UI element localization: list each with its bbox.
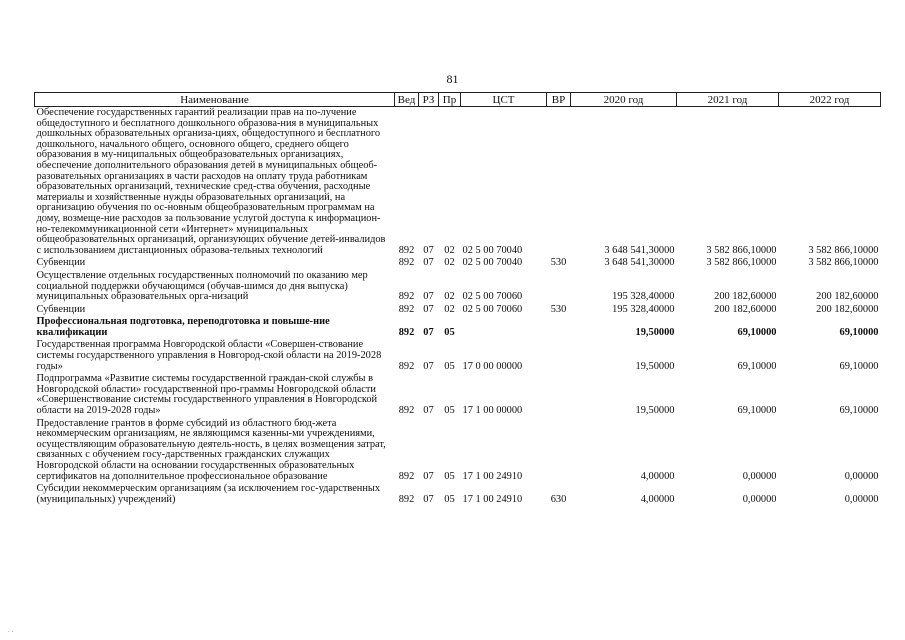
row-vr [547, 107, 571, 258]
row-pr: 05 [444, 493, 455, 505]
row-2020: 19,50000 [635, 360, 675, 372]
row-2022: 0,00000 [844, 470, 879, 482]
header-cst: ЦСТ [461, 93, 547, 107]
row-cst: 17 1 00 00000 [462, 405, 523, 417]
row-2021: 3 582 866,10000 [706, 244, 777, 256]
table-row [35, 483, 881, 506]
row-rz: 07 [423, 291, 434, 303]
row-2020: 19,50000 [635, 326, 675, 338]
table-row [35, 339, 881, 373]
row-vr [547, 270, 571, 304]
row-2020: 4,00000 [640, 470, 675, 482]
row-2021: 0,00000 [742, 493, 777, 505]
header-ved: Вед [395, 93, 419, 107]
row-2021: 69,10000 [737, 405, 777, 417]
row-name: Субсидии некоммерческим организациям (за исключением гос-ударственных (муниципальных) учреждений) [36, 483, 381, 505]
row-pr: 05 [444, 326, 455, 338]
row-2022: 69,10000 [839, 360, 879, 372]
row-cst: 02 5 00 70060 [462, 291, 523, 303]
row-2020: 4,00000 [640, 493, 675, 505]
row-vr: 530 [550, 303, 567, 315]
row-ved: 892 [398, 244, 415, 256]
row-vr: 630 [550, 493, 567, 505]
row-vr [547, 316, 571, 339]
row-name: Субвенции [36, 257, 86, 269]
header-pr: Пр [439, 93, 461, 107]
row-2021: 200 182,60000 [714, 291, 777, 303]
table-row [35, 107, 881, 258]
row-ved: 892 [398, 360, 415, 372]
row-vr [547, 373, 571, 417]
row-name: Обеспечение государственных гарантий реализации прав на по-лучение общедоступного и бесплатного дошкольного образова-ния в муниципальных дошкольных образовательных организа-циях, общедоступного и бесплатного дошкольного, начального общего, основного общего, среднего общего образования в му-ниципальных общеобразовательных организациях, обеспечение дополнительного образования детей в муниципальных общеоб-разовательных организациях в части расходов на оплату труда работникам образовательных организаций, технические сред-ства обучения, расходные материалы и хозяйственные нужды образовательных организаций, на организацию обучения по ос-новным общеобразовательным программам на дому, возмеще-ние расходов за пользование услугой доступа к информацион-но-телекоммуникационной сети «Интернет» муниципальных общеобразовательных организаций, организующих обучение детей-инвалидов с использованием дистанционных образова-тельных технологий [36, 107, 386, 256]
row-pr: 02 [444, 244, 455, 256]
table-row [35, 304, 881, 317]
header-vr: ВР [547, 93, 571, 107]
row-vr [547, 418, 571, 484]
row-ved: 892 [398, 405, 415, 417]
table-row [35, 373, 881, 417]
row-cst: 02 5 00 70060 [462, 303, 523, 315]
header-2022: 2022 год [779, 93, 881, 107]
row-2020: 195 328,40000 [612, 291, 675, 303]
row-cst: 02 5 00 70040 [462, 257, 523, 269]
row-2020: 3 648 541,30000 [604, 257, 675, 269]
row-2020: 195 328,40000 [612, 303, 675, 315]
header-rz: РЗ [419, 93, 439, 107]
row-rz: 07 [423, 326, 434, 338]
row-name: Предоставление грантов в форме субсидий из областного бюд-жета некоммерческим организациям, не являющимся казенны-ми учреждениями, осуществляющим образовательную деятель-ность, в целях возмещения затрат, связанных с обучением госу-дарственных гражданских служащих Новгородской области на основании государственных образовательных сертификатов на дополнительное профессиональное образование [36, 417, 386, 482]
table-row [35, 270, 881, 304]
row-rz: 07 [423, 493, 434, 505]
row-rz: 07 [423, 257, 434, 269]
budget-table [34, 92, 881, 506]
row-rz: 07 [423, 405, 434, 417]
row-name: Осуществление отдельных государственных полномочий по оказанию мер социальной поддержки обучающимся (обучав-шимся до дня выпуска) муниципальных образовательных орга-низаций [36, 269, 368, 303]
table-row [35, 316, 881, 339]
row-2021: 0,00000 [742, 470, 777, 482]
scan-mark: . . [8, 626, 14, 634]
row-ved: 892 [398, 257, 415, 269]
row-cst: 17 1 00 24910 [462, 493, 523, 505]
row-rz: 07 [423, 360, 434, 372]
row-cst: 17 0 00 00000 [462, 360, 523, 372]
row-rz: 07 [423, 470, 434, 482]
row-vr: 530 [550, 257, 567, 269]
row-ved: 892 [398, 470, 415, 482]
row-name: Подпрограмма «Развитие системы государственной граждан-ской службы в Новгородской области» государственной про-граммы Новгородской области «Совершенствование системы государственного управления в Новгородской области на 2019-2028 годы» [36, 373, 378, 417]
table-row [35, 257, 881, 270]
row-cst: 02 5 00 70040 [462, 244, 523, 256]
row-name: Профессиональная подготовка, переподготовка и повыше-ние квалификации [36, 316, 330, 338]
row-ved: 892 [398, 493, 415, 505]
row-rz: 07 [423, 303, 434, 315]
row-2021: 3 582 866,10000 [706, 257, 777, 269]
row-2022: 69,10000 [839, 326, 879, 338]
row-pr: 05 [444, 405, 455, 417]
row-pr: 02 [444, 257, 455, 269]
row-cst [461, 316, 547, 339]
row-vr [547, 339, 571, 373]
table-row [35, 418, 881, 484]
row-2020: 19,50000 [635, 405, 675, 417]
table-body [35, 107, 881, 507]
table-header [35, 93, 881, 107]
row-rz: 07 [423, 244, 434, 256]
header-2020: 2020 год [571, 93, 677, 107]
row-2022: 200 182,60000 [816, 291, 879, 303]
row-2020: 3 648 541,30000 [604, 244, 675, 256]
row-cst: 17 1 00 24910 [462, 470, 523, 482]
header-name: Наименование [35, 93, 395, 107]
row-2022: 0,00000 [844, 493, 879, 505]
row-pr: 02 [444, 303, 455, 315]
row-2021: 69,10000 [737, 326, 777, 338]
row-name: Субвенции [36, 303, 86, 315]
row-name: Государственная программа Новгородской области «Совершен-ствование системы государственного управления в Новгород-ской области на 2019-2028 годы» [36, 339, 382, 372]
row-2022: 3 582 866,10000 [808, 257, 879, 269]
row-2021: 200 182,60000 [714, 303, 777, 315]
page-number: 81 [446, 72, 459, 86]
row-ved: 892 [398, 291, 415, 303]
header-2021: 2021 год [677, 93, 779, 107]
row-ved: 892 [398, 303, 415, 315]
row-2022: 200 182,60000 [816, 303, 879, 315]
row-ved: 892 [398, 326, 415, 338]
row-2022: 3 582 866,10000 [808, 244, 879, 256]
row-pr: 05 [444, 470, 455, 482]
row-pr: 05 [444, 360, 455, 372]
row-pr: 02 [444, 291, 455, 303]
row-2021: 69,10000 [737, 360, 777, 372]
row-2022: 69,10000 [839, 405, 879, 417]
